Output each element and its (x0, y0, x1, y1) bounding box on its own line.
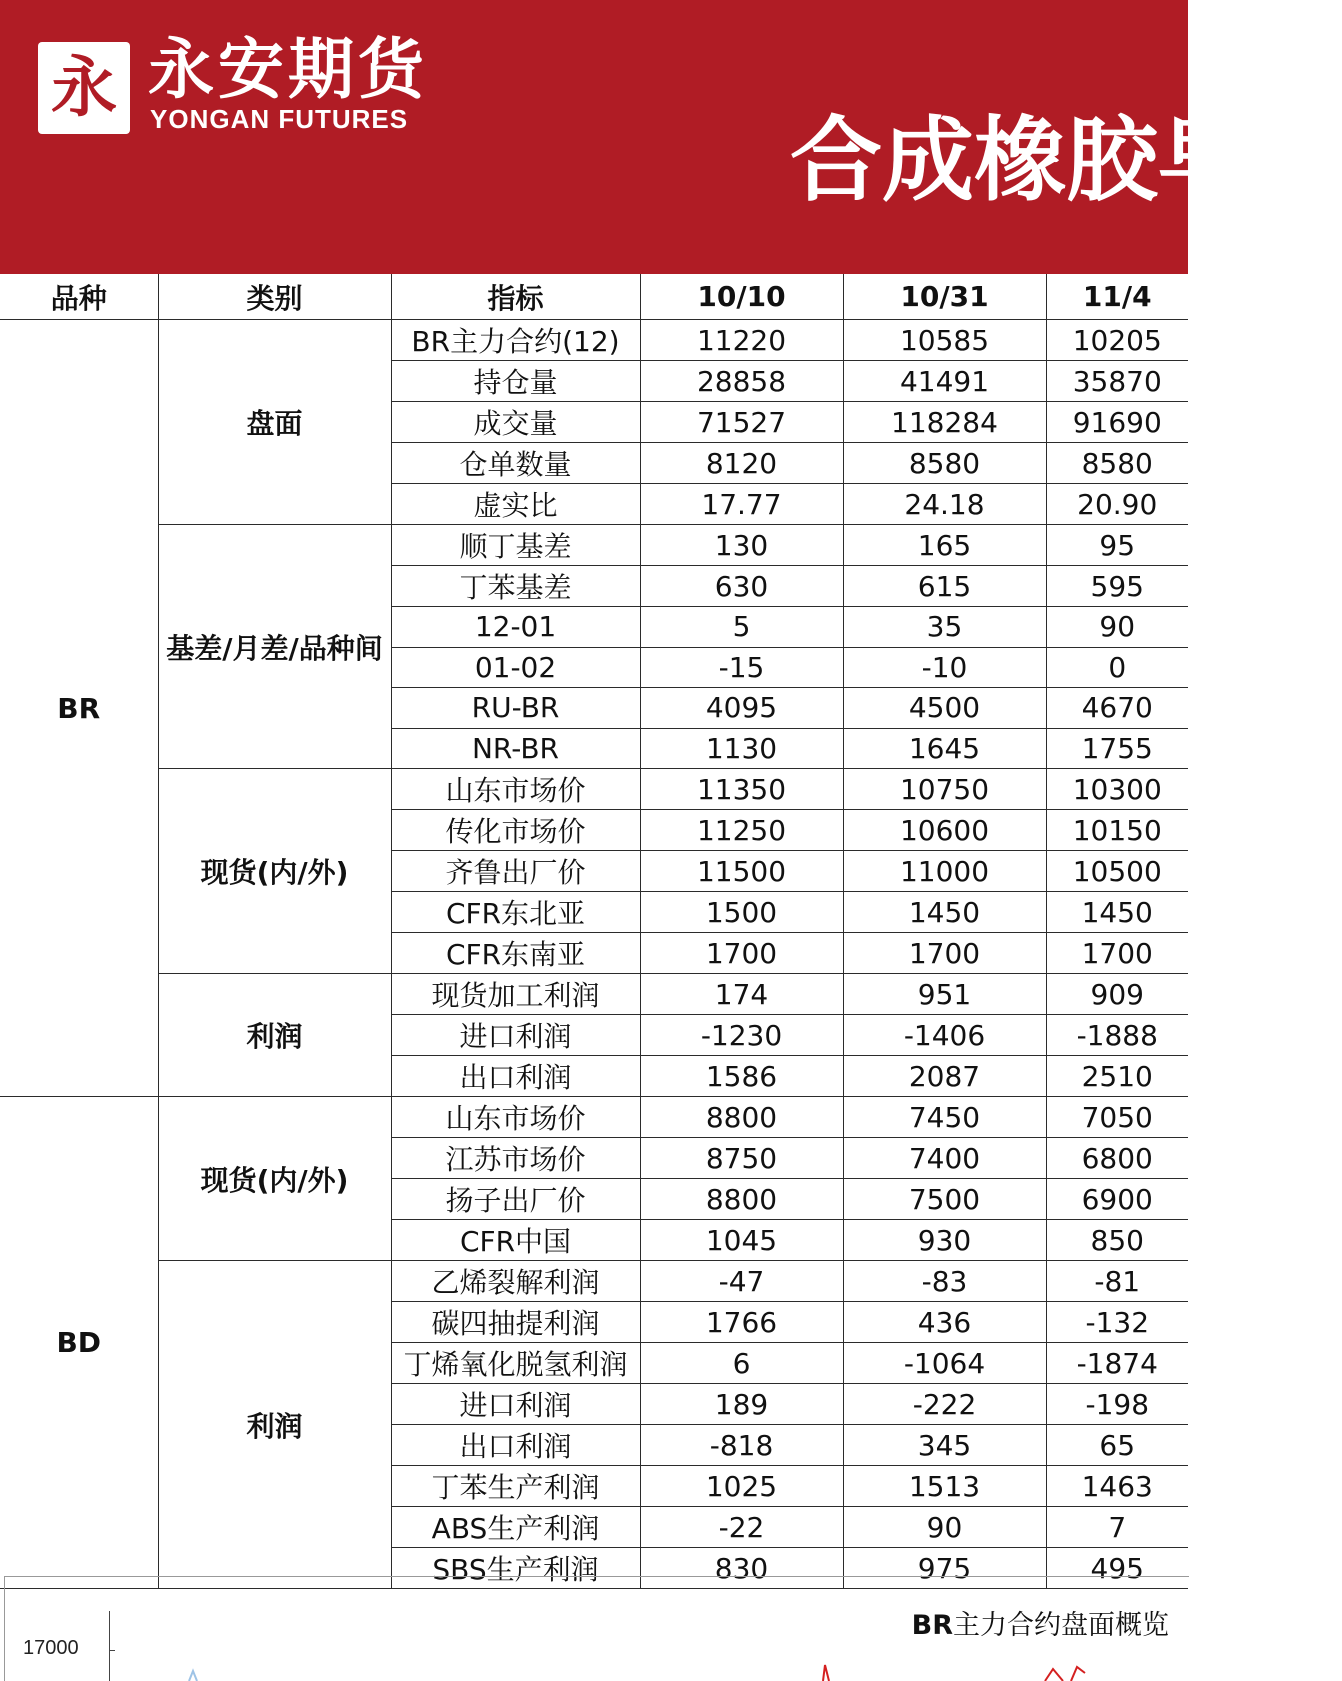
value-cell: 20.90 (1046, 484, 1188, 525)
value-cell: 8580 (843, 443, 1046, 484)
report-title: 合成橡胶早报 (790, 107, 1342, 214)
value-cell: 11500 (640, 851, 843, 892)
value-cell: 10300 (1046, 769, 1188, 810)
chart-y-tickmark (109, 1650, 115, 1651)
value-cell: -1888 (1046, 1015, 1188, 1056)
indicator-cell: RU-BR (391, 688, 640, 729)
value-cell: 1700 (640, 933, 843, 974)
value-cell: 4500 (843, 688, 1046, 729)
value-cell: 174 (640, 974, 843, 1015)
indicator-cell: CFR中国 (391, 1220, 640, 1261)
value-cell: 71527 (640, 402, 843, 443)
indicator-cell: ABS生产利润 (391, 1507, 640, 1548)
value-cell: 0 (1046, 647, 1188, 688)
value-cell: 28858 (640, 361, 843, 402)
value-cell: -83 (843, 1261, 1046, 1302)
table-row (0, 320, 1188, 361)
table-header-row (0, 274, 1188, 320)
indicator-cell: 山东市场价 (391, 769, 640, 810)
indicator-cell: 出口利润 (391, 1425, 640, 1466)
value-cell: 1463 (1046, 1466, 1188, 1507)
value-cell: 10205 (1046, 320, 1188, 361)
company-logo (38, 42, 130, 134)
header-indicator: 指标 (391, 274, 640, 320)
value-cell: 2510 (1046, 1056, 1188, 1097)
value-cell: 495 (1046, 1548, 1188, 1589)
chart-title-bold: BR (911, 1610, 953, 1641)
chart-title (912, 1603, 1169, 1642)
value-cell: 35870 (1046, 361, 1188, 402)
value-cell: 345 (843, 1425, 1046, 1466)
logo-glyph: 永 (51, 49, 117, 126)
chart-y-axis (109, 1611, 110, 1681)
value-cell: 10585 (843, 320, 1046, 361)
value-cell: 10750 (843, 769, 1046, 810)
value-cell: -81 (1046, 1261, 1188, 1302)
indicator-cell: 进口利润 (391, 1384, 640, 1425)
value-cell: 1700 (843, 933, 1046, 974)
value-cell: 6800 (1046, 1138, 1188, 1179)
indicator-cell: 出口利润 (391, 1056, 640, 1097)
value-cell: -198 (1046, 1384, 1188, 1425)
table-row (0, 769, 1188, 810)
header-variety: 品种 (0, 274, 158, 320)
value-cell: 41491 (843, 361, 1046, 402)
category-cell: 盘面 (158, 320, 391, 525)
value-cell: 8580 (1046, 443, 1188, 484)
value-cell: 90 (843, 1507, 1046, 1548)
indicator-cell: 成交量 (391, 402, 640, 443)
category-cell: 利润 (158, 1261, 391, 1589)
indicator-cell: 丁苯基差 (391, 566, 640, 607)
value-cell: 930 (843, 1220, 1046, 1261)
value-cell: 1766 (640, 1302, 843, 1343)
value-cell: 1500 (640, 892, 843, 933)
value-cell: 90 (1046, 607, 1188, 648)
chart-title-rest: 主力合约盘面概览 (953, 1610, 1169, 1641)
value-cell: 630 (640, 566, 843, 607)
table-row (0, 974, 1188, 1015)
indicator-cell: 进口利润 (391, 1015, 640, 1056)
chart-preview (4, 1576, 1189, 1681)
value-cell: 595 (1046, 566, 1188, 607)
header-category: 类别 (158, 274, 391, 320)
value-cell: 17.77 (640, 484, 843, 525)
value-cell: 436 (843, 1302, 1046, 1343)
value-cell: 1450 (843, 892, 1046, 933)
table-row (0, 1097, 1188, 1138)
series-line-fragment (1045, 1667, 1085, 1681)
indicator-cell: 碳四抽提利润 (391, 1302, 640, 1343)
value-cell: 1025 (640, 1466, 843, 1507)
value-cell: 11350 (640, 769, 843, 810)
value-cell: 10150 (1046, 810, 1188, 851)
value-cell: 7500 (843, 1179, 1046, 1220)
indicator-cell: 虚实比 (391, 484, 640, 525)
table-row (0, 525, 1188, 566)
value-cell: -1064 (843, 1343, 1046, 1384)
value-cell: 1645 (843, 728, 1046, 769)
value-cell: 909 (1046, 974, 1188, 1015)
indicator-cell: NR-BR (391, 728, 640, 769)
value-cell: 189 (640, 1384, 843, 1425)
value-cell: 5 (640, 607, 843, 648)
value-cell: 1755 (1046, 728, 1188, 769)
indicator-cell: CFR东北亚 (391, 892, 640, 933)
indicator-cell: 12-01 (391, 607, 640, 648)
indicator-cell: 现货加工利润 (391, 974, 640, 1015)
value-cell: 10600 (843, 810, 1046, 851)
brand-name-cn: 永安期货 (148, 31, 428, 108)
value-cell: 11250 (640, 810, 843, 851)
value-cell: -1406 (843, 1015, 1046, 1056)
value-cell: 1513 (843, 1466, 1046, 1507)
value-cell: 850 (1046, 1220, 1188, 1261)
value-cell: 8800 (640, 1097, 843, 1138)
value-cell: 4670 (1046, 688, 1188, 729)
series-line-fragment (189, 1671, 197, 1681)
indicator-cell: 乙烯裂解利润 (391, 1261, 640, 1302)
indicator-cell: 扬子出厂价 (391, 1179, 640, 1220)
value-cell: 2087 (843, 1056, 1046, 1097)
indicator-cell: BR主力合约(12) (391, 320, 640, 361)
value-cell: 8120 (640, 443, 843, 484)
variety-cell: BR (0, 320, 158, 1097)
value-cell: 35 (843, 607, 1046, 648)
indicator-cell: 持仓量 (391, 361, 640, 402)
header-date-3: 11/4 (1046, 274, 1188, 320)
indicator-cell: 齐鲁出厂价 (391, 851, 640, 892)
header-date-2: 10/31 (843, 274, 1046, 320)
table-row (0, 1261, 1188, 1302)
value-cell: 118284 (843, 402, 1046, 443)
value-cell: 830 (640, 1548, 843, 1589)
value-cell: -1874 (1046, 1343, 1188, 1384)
value-cell: 4095 (640, 688, 843, 729)
value-cell: -1230 (640, 1015, 843, 1056)
value-cell: 6900 (1046, 1179, 1188, 1220)
indicator-table (0, 274, 1188, 1589)
indicator-cell: 传化市场价 (391, 810, 640, 851)
value-cell: -818 (640, 1425, 843, 1466)
value-cell: 7050 (1046, 1097, 1188, 1138)
value-cell: 130 (640, 525, 843, 566)
value-cell: 1450 (1046, 892, 1188, 933)
category-cell: 基差/月差/品种间 (158, 525, 391, 769)
header-banner (0, 0, 1342, 274)
value-cell: 95 (1046, 525, 1188, 566)
value-cell: -15 (640, 647, 843, 688)
value-cell: 91690 (1046, 402, 1188, 443)
chart-y-tick-label: 17000 (23, 1637, 79, 1659)
category-cell: 现货(内/外) (158, 769, 391, 974)
indicator-cell: CFR东南亚 (391, 933, 640, 974)
value-cell: 1045 (640, 1220, 843, 1261)
value-cell: 7400 (843, 1138, 1046, 1179)
value-cell: 7 (1046, 1507, 1188, 1548)
indicator-cell: 丁烯氧化脱氢利润 (391, 1343, 640, 1384)
value-cell: 11220 (640, 320, 843, 361)
value-cell: -47 (640, 1261, 843, 1302)
value-cell: -222 (843, 1384, 1046, 1425)
table-body (0, 320, 1188, 1589)
value-cell: 165 (843, 525, 1046, 566)
indicator-cell: 顺丁基差 (391, 525, 640, 566)
category-cell: 利润 (158, 974, 391, 1097)
value-cell: 11000 (843, 851, 1046, 892)
value-cell: 6 (640, 1343, 843, 1384)
variety-cell: BD (0, 1097, 158, 1589)
indicator-cell: 江苏市场价 (391, 1138, 640, 1179)
value-cell: 951 (843, 974, 1046, 1015)
value-cell: 615 (843, 566, 1046, 607)
value-cell: 7450 (843, 1097, 1046, 1138)
value-cell: 975 (843, 1548, 1046, 1589)
value-cell: 8750 (640, 1138, 843, 1179)
value-cell: -132 (1046, 1302, 1188, 1343)
value-cell: 8800 (640, 1179, 843, 1220)
value-cell: 24.18 (843, 484, 1046, 525)
indicator-cell: 丁苯生产利润 (391, 1466, 640, 1507)
indicator-cell: 仓单数量 (391, 443, 640, 484)
value-cell: -10 (843, 647, 1046, 688)
header-date-1: 10/10 (640, 274, 843, 320)
indicator-cell: SBS生产利润 (391, 1548, 640, 1589)
value-cell: 65 (1046, 1425, 1188, 1466)
indicator-cell: 01-02 (391, 647, 640, 688)
value-cell: 1700 (1046, 933, 1188, 974)
brand-name-en: YONGAN FUTURES (150, 104, 409, 134)
value-cell: 10500 (1046, 851, 1188, 892)
indicator-cell: 山东市场价 (391, 1097, 640, 1138)
series-line-fragment (823, 1665, 829, 1681)
category-cell: 现货(内/外) (158, 1097, 391, 1261)
value-cell: -22 (640, 1507, 843, 1548)
value-cell: 1130 (640, 728, 843, 769)
value-cell: 1586 (640, 1056, 843, 1097)
